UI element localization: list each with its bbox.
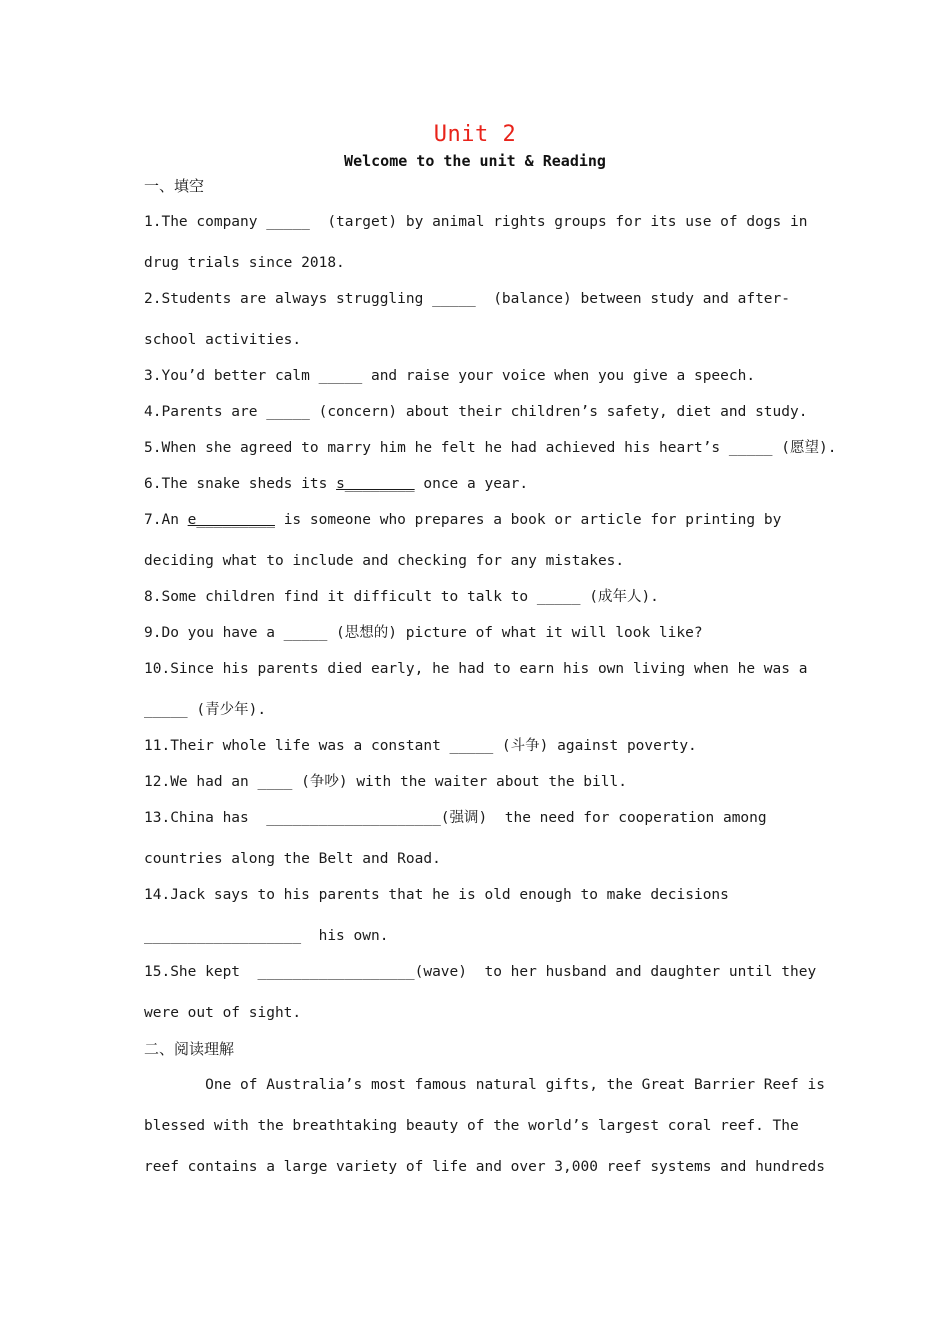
page-title: Unit 2 [433, 122, 517, 147]
question-10-line-2: _____ (青少年). [144, 702, 267, 718]
question-10-line-1: 10.Since his parents died early, he had to earn his own living when he was a [144, 661, 808, 677]
question-7-line-2: deciding what to include and checking for any mistakes. [144, 553, 625, 569]
question-7-line-1 [144, 510, 781, 530]
question-2-line-1: 2.Students are always struggling _____ (balance) between study and after- [144, 291, 791, 307]
section-heading-reading: 二、阅读理解 [144, 1040, 235, 1058]
question-6 [144, 474, 528, 494]
question-13-line-2: countries along the Belt and Road. [144, 851, 441, 867]
question-15-line-1: 15.She kept __________________(wave) to her husband and daughter until they [144, 964, 817, 980]
question-7-blank: e_________ [187, 512, 275, 528]
question-5: 5.When she agreed to marry him he felt he had achieved his heart’s _____ (愿望). [144, 440, 837, 456]
question-6-text-before: 6.The snake sheds its [144, 476, 337, 492]
question-14-line-2: __________________ his own. [144, 928, 389, 944]
question-11: 11.Their whole life was a constant _____ (斗争) against poverty. [144, 738, 697, 754]
page-subtitle: Welcome to the unit & Reading [344, 152, 606, 170]
question-13-line-1: 13.China has ____________________(强调) the need for cooperation among [144, 810, 767, 826]
question-12: 12.We had an ____ (争吵) with the waiter about the bill. [144, 774, 627, 790]
question-6-blank: s________ [336, 476, 415, 492]
question-7-text-before: 7.An [144, 512, 188, 528]
question-9: 9.Do you have a _____ (思想的) picture of what it will look like? [144, 625, 703, 641]
question-7-text-after: is someone who prepares a book or article for printing by [274, 512, 782, 528]
question-8: 8.Some children find it difficult to talk to _____ (成年人). [144, 589, 659, 605]
question-6-text-after: once a year. [414, 476, 529, 492]
section-heading-fill-in: 一、填空 [144, 177, 205, 195]
question-1-line-1: 1.The company _____ (target) by animal rights groups for its use of dogs in [144, 214, 808, 230]
question-1-line-2: drug trials since 2018. [144, 255, 345, 271]
passage-line-1: One of Australia’s most famous natural gifts, the Great Barrier Reef is [144, 1077, 825, 1093]
question-3: 3.You’d better calm _____ and raise your voice when you give a speech. [144, 368, 756, 384]
question-15-line-2: were out of sight. [144, 1005, 302, 1021]
passage-line-2: blessed with the breathtaking beauty of the world’s largest coral reef. The [144, 1118, 799, 1134]
question-4: 4.Parents are _____ (concern) about their children’s safety, diet and study. [144, 404, 808, 420]
passage-line-3: reef contains a large variety of life and over 3,000 reef systems and hundreds [144, 1159, 825, 1175]
question-14-line-1: 14.Jack says to his parents that he is old enough to make decisions [144, 887, 729, 903]
question-2-line-2: school activities. [144, 332, 302, 348]
